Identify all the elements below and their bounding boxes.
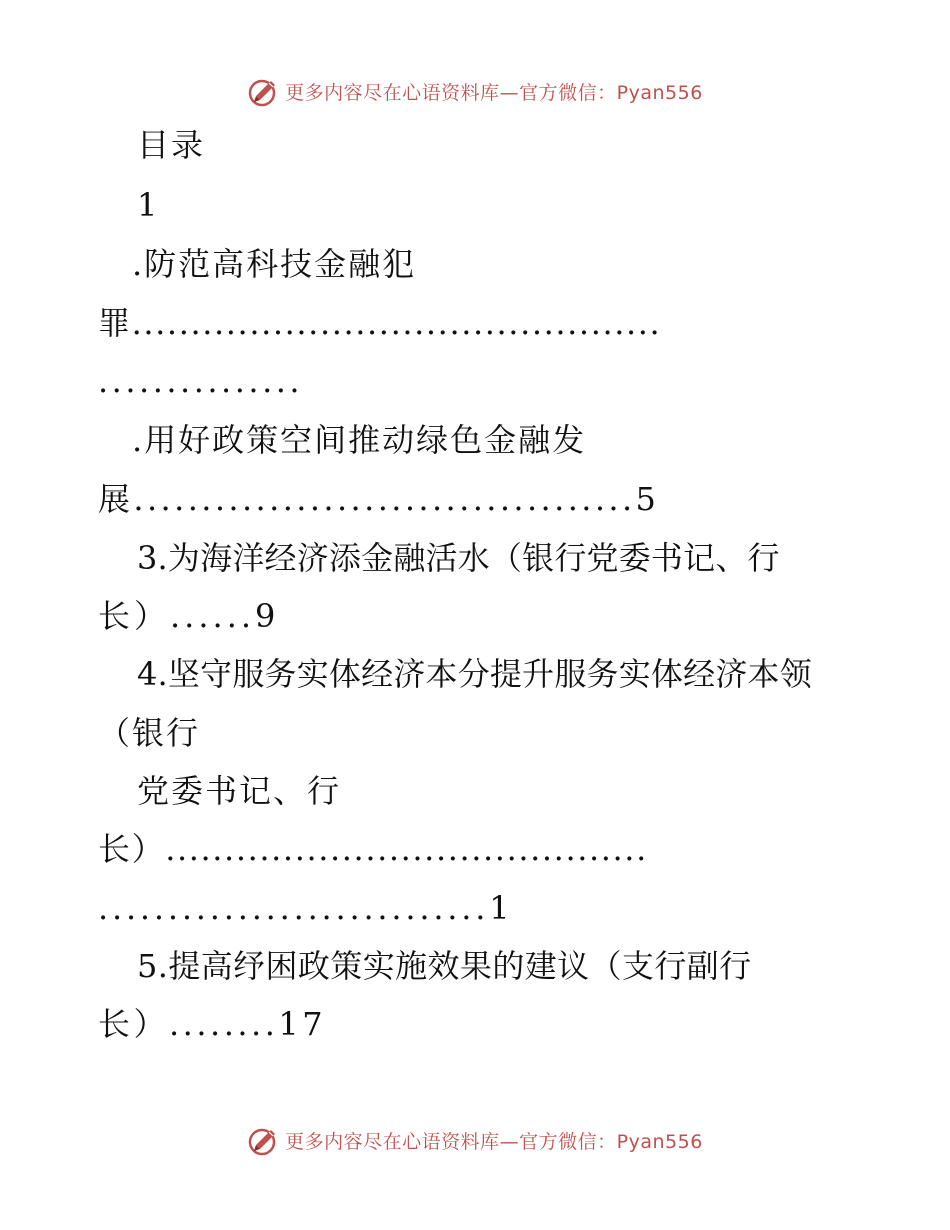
toc-line: 3.为海洋经济添金融活水（银行党委书记、行 [137,539,780,577]
toc-line: 4.坚守服务实体经济本分提升服务实体经济本领 [137,655,812,693]
toc-line: 罪............................................. [98,304,662,342]
toc-line: （银行 [98,714,201,752]
watermark-banner-bottom [0,1120,950,1160]
toc-line: 1 [137,186,160,224]
watermark-text: 更多内容尽在心语资料库—官方微信：Pyan556 [285,1130,703,1153]
watermark-text: 更多内容尽在心语资料库—官方微信：Pyan556 [285,81,703,104]
toc-line: 展.....................................5 [98,480,660,518]
toc-line: .用好政策空间推动绿色金融发 [132,421,587,459]
toc-line: 长）......9 [98,597,280,635]
pen-logo-icon [247,1123,281,1157]
toc-line: ............................1 [98,889,514,927]
toc-line: .防范高科技金融犯 [132,245,417,283]
toc-title: 目录 [137,126,206,164]
toc-line: 长）......................................... [98,830,648,868]
toc-line: ............... [98,362,304,400]
toc-line: 5.提高纾困政策实施效果的建议（支行副行 [137,947,752,985]
toc-line: 党委书记、行 [137,772,342,810]
toc-line: 长）........17 [98,1005,327,1043]
